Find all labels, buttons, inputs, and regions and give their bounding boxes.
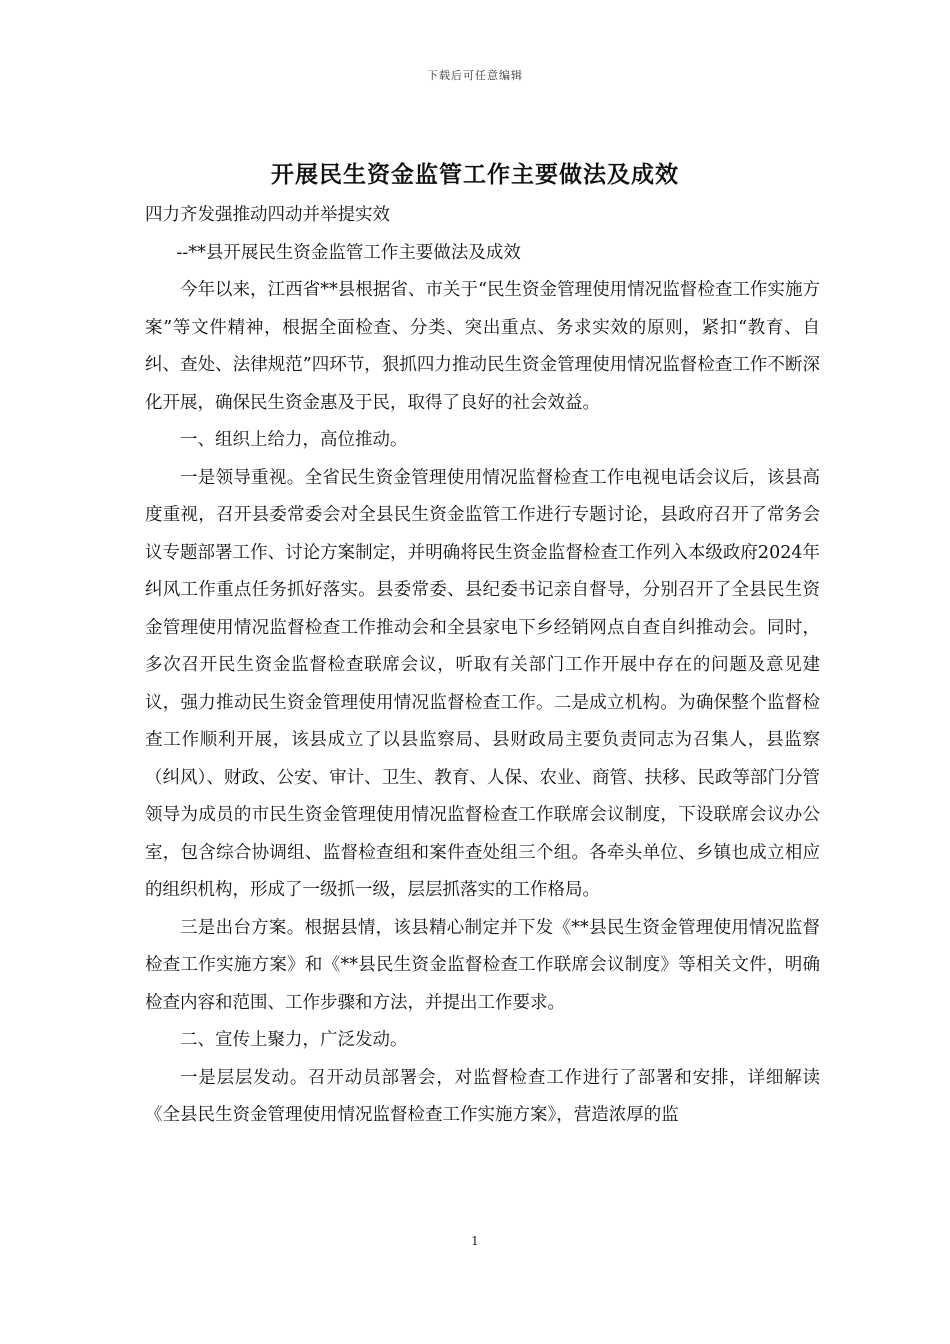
document-title: 开展民生资金监管工作主要做法及成效 [271,161,679,188]
document-body [145,197,820,1135]
section-heading-1: 一、组织上给力，高位推动。 [180,430,408,450]
page-number: 1 [471,1234,479,1248]
section-heading-2: 二、宣传上聚力，广泛发动。 [180,1030,408,1050]
paragraph-mobilization: 一是层层发动。召开动员部署会，对监督检查工作进行了部署和安排，详细解读《全县民生资金管理使用情况监督检查工作实施方案》，营造浓厚的监 [145,1067,820,1125]
byline: --**县开展民生资金监管工作主要做法及成效 [176,242,521,263]
subtitle: 四力齐发强推动四动并举提实效 [145,205,390,225]
paragraph-intro: 今年以来，江西省**县根据省、市关于“民生资金管理使用情况监督检查工作实施方案”等文件精神，根据全面检查、分类、突出重点、务求实效的原则，紧扣“教育、自纠、查处、法律规范”四环节，狠抓四力推动民生资金管理使用情况监督检查工作不断深化开展，确保民生资金惠及于民，取得了良好的社会效益。 [145,280,820,413]
page-header: 下载后可任意编辑 [427,69,523,82]
paragraph-leadership: 一是领导重视。全省民生资金管理使用情况监督检查工作电视电话会议后，该县高度重视，召开县委常委会对全县民生资金监管工作进行专题讨论，县政府召开了常务会议专题部署工作、讨论方案制定，并明确将民生资金监督检查工作列入本级政府2024年纠风工作重点任务抓好落实。县委常委、县纪委书记亲自督导，分别召开了全县民生资金管理使用情况监督检查工作推动会和全县家电下乡经销网点自查自纠推动会。同时，多次召开民生资金监督检查联席会议，听取有关部门工作开展中存在的问题及意见建议，强力推动民生资金管理使用情况监督检查工作。二是成立机构。为确保整个监督检查工作顺利开展，该县成立了以县监察局、县财政局主要负责同志为召集人，县监察（纠风）、财政、公安、审计、卫生、教育、人保、农业、商管、扶移、民政等部门分管领导为成员的市民生资金管理使用情况监督检查工作联席会议制度，下设联席会议办公室，包含综合协调组、监督检查组和案件查处组三个组。各牵头单位、乡镇也成立相应的组织机构，形成了一级抓一级，层层抓落实的工作格局。 [145,467,820,900]
paragraph-plan: 三是出台方案。根据县情，该县精心制定并下发《**县民生资金管理使用情况监督检查工作实施方案》和《**县民生资金监督检查工作联席会议制度》等相关文件，明确检查内容和范围、工作步骤和方法，并提出工作要求。 [145,917,820,1013]
